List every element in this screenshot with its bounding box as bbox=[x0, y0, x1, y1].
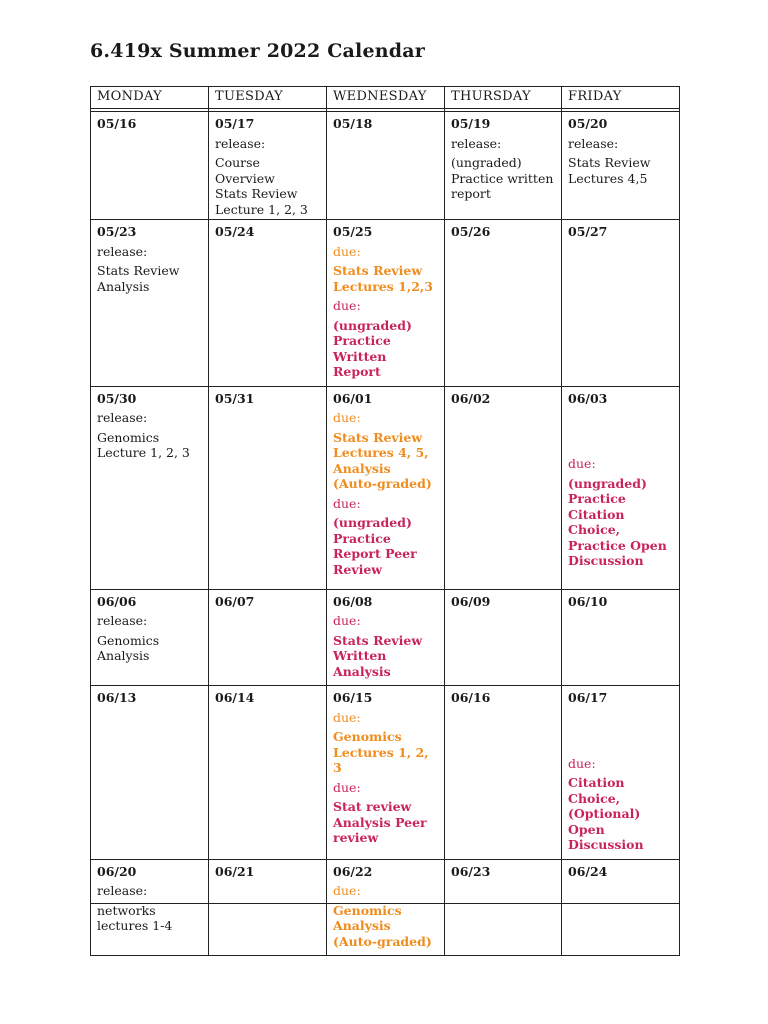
date: 05/31 bbox=[215, 390, 255, 406]
release-item: Lecture 1, 2, 3 bbox=[215, 201, 308, 217]
due-label: due: bbox=[333, 709, 361, 725]
release-label: release: bbox=[97, 243, 148, 259]
day-cell bbox=[91, 386, 209, 589]
date: 06/02 bbox=[451, 390, 491, 406]
release-label: release: bbox=[451, 135, 502, 151]
date: 06/07 bbox=[215, 593, 255, 609]
week-row bbox=[91, 112, 680, 220]
day-cell bbox=[209, 220, 327, 387]
day-cell bbox=[209, 686, 327, 860]
date: 06/10 bbox=[568, 593, 608, 609]
date: 05/30 bbox=[97, 390, 137, 406]
release-item: Practice written bbox=[451, 170, 554, 186]
date: 06/23 bbox=[451, 863, 491, 879]
date: 06/21 bbox=[215, 863, 255, 879]
due-item: Genomics Analysis (Auto-graded) bbox=[333, 902, 432, 949]
due-label: due: bbox=[333, 779, 361, 795]
day-cell bbox=[209, 859, 327, 956]
date: 06/17 bbox=[568, 690, 608, 705]
date: 06/14 bbox=[215, 690, 255, 705]
date: 06/15 bbox=[333, 690, 373, 705]
release-label: release: bbox=[97, 410, 148, 425]
day-cell bbox=[91, 112, 209, 220]
day-cell bbox=[562, 589, 680, 686]
day-cell bbox=[562, 386, 680, 589]
date: 06/16 bbox=[451, 690, 491, 705]
date: 06/03 bbox=[568, 390, 608, 406]
release-item: Analysis bbox=[97, 648, 150, 663]
day-cell bbox=[445, 589, 562, 686]
day-cell bbox=[445, 386, 562, 589]
date: 05/19 bbox=[451, 116, 491, 131]
date: 06/06 bbox=[97, 593, 137, 609]
release-item: networks bbox=[97, 902, 156, 918]
date: 05/25 bbox=[333, 224, 373, 239]
day-cell bbox=[327, 859, 445, 956]
date: 05/27 bbox=[568, 224, 608, 239]
date: 05/24 bbox=[215, 224, 255, 239]
date: 06/13 bbox=[97, 690, 137, 705]
release-item: Stats Review bbox=[97, 263, 180, 278]
release-item: Course Overview bbox=[215, 155, 275, 186]
week-row bbox=[91, 220, 680, 387]
day-cell bbox=[562, 686, 680, 860]
day-cell bbox=[445, 859, 562, 956]
date: 06/20 bbox=[97, 863, 137, 879]
day-cell bbox=[562, 112, 680, 220]
release-item: Genomics bbox=[97, 429, 160, 445]
release-item: Lectures 4,5 bbox=[568, 170, 648, 186]
header-row bbox=[91, 87, 680, 109]
page-title: 6.419x Summer 2022 Calendar bbox=[90, 40, 425, 62]
header-wednesday: WEDNESDAY bbox=[327, 87, 445, 109]
release-item: Stats Review bbox=[215, 186, 298, 201]
header-tuesday: TUESDAY bbox=[209, 87, 327, 109]
day-cell bbox=[445, 112, 562, 220]
date: 05/23 bbox=[97, 224, 137, 239]
due-label: due: bbox=[333, 883, 361, 898]
due-label: due: bbox=[333, 298, 361, 313]
header-friday: FRIDAY bbox=[562, 87, 680, 109]
due-label: due: bbox=[333, 243, 361, 259]
release-label: release: bbox=[97, 613, 148, 628]
date: 06/01 bbox=[333, 390, 373, 406]
header-monday: MONDAY bbox=[91, 87, 209, 109]
day-cell bbox=[327, 686, 445, 860]
release-item: Analysis bbox=[97, 278, 150, 294]
bottom-rule bbox=[90, 903, 679, 904]
release-item: report bbox=[451, 186, 491, 201]
date: 05/18 bbox=[333, 116, 373, 131]
due-item: Stats Review Lectures 1,2,3 bbox=[333, 263, 433, 294]
due-item: Stats Review Written Analysis bbox=[333, 632, 423, 679]
week-row bbox=[91, 589, 680, 686]
day-cell bbox=[91, 686, 209, 860]
day-cell bbox=[209, 589, 327, 686]
due-item: Genomics Lectures 1, 2, 3 bbox=[333, 729, 429, 775]
due-item: Stats Review Lectures 4, 5, Analysis (Auto-graded) bbox=[333, 429, 432, 491]
due-label: due: bbox=[333, 613, 361, 628]
release-item: Genomics bbox=[97, 632, 160, 648]
day-cell bbox=[209, 112, 327, 220]
date: 05/16 bbox=[97, 116, 137, 131]
day-cell bbox=[91, 859, 209, 956]
day-cell bbox=[91, 220, 209, 387]
day-cell bbox=[562, 220, 680, 387]
release-item: (ungraded) bbox=[451, 155, 522, 170]
day-cell bbox=[91, 589, 209, 686]
date: 05/20 bbox=[568, 116, 608, 131]
release-item: Stats Review bbox=[568, 155, 651, 170]
week-row bbox=[91, 686, 680, 860]
spacer bbox=[568, 710, 673, 756]
calendar-table bbox=[90, 86, 680, 956]
day-cell bbox=[327, 220, 445, 387]
due-item: Stat review Analysis Peer review bbox=[333, 799, 427, 845]
day-cell bbox=[445, 220, 562, 387]
date: 05/26 bbox=[451, 224, 491, 239]
day-cell bbox=[327, 112, 445, 220]
release-item: lectures 1-4 bbox=[97, 918, 173, 933]
week-row bbox=[91, 386, 680, 589]
release-label: release: bbox=[215, 135, 266, 151]
date: 06/24 bbox=[568, 863, 608, 879]
due-label: due: bbox=[333, 410, 361, 425]
due-item: (ungraded) Practice Written Report bbox=[333, 317, 412, 379]
release-item: Lecture 1, 2, 3 bbox=[97, 445, 190, 460]
due-label: due: bbox=[333, 495, 361, 511]
date: 06/22 bbox=[333, 863, 373, 879]
day-cell bbox=[327, 386, 445, 589]
day-cell bbox=[327, 589, 445, 686]
date: 06/09 bbox=[451, 593, 491, 609]
spacer bbox=[568, 410, 673, 456]
due-item: Citation Choice, (Optional) Open Discussion bbox=[568, 775, 644, 852]
day-cell bbox=[209, 386, 327, 589]
header-thursday: THURSDAY bbox=[445, 87, 562, 109]
date: 06/08 bbox=[333, 593, 373, 609]
due-label: due: bbox=[568, 456, 596, 471]
day-cell bbox=[445, 686, 562, 860]
due-label: due: bbox=[568, 755, 596, 771]
release-label: release: bbox=[97, 883, 148, 898]
date: 05/17 bbox=[215, 116, 255, 131]
week-row bbox=[91, 859, 680, 956]
release-label: release: bbox=[568, 135, 619, 151]
due-item: (ungraded) Practice Citation Choice, Practice Open Discussion bbox=[568, 475, 667, 568]
day-cell bbox=[562, 859, 680, 956]
due-item: (ungraded) Practice Report Peer Review bbox=[333, 515, 417, 577]
